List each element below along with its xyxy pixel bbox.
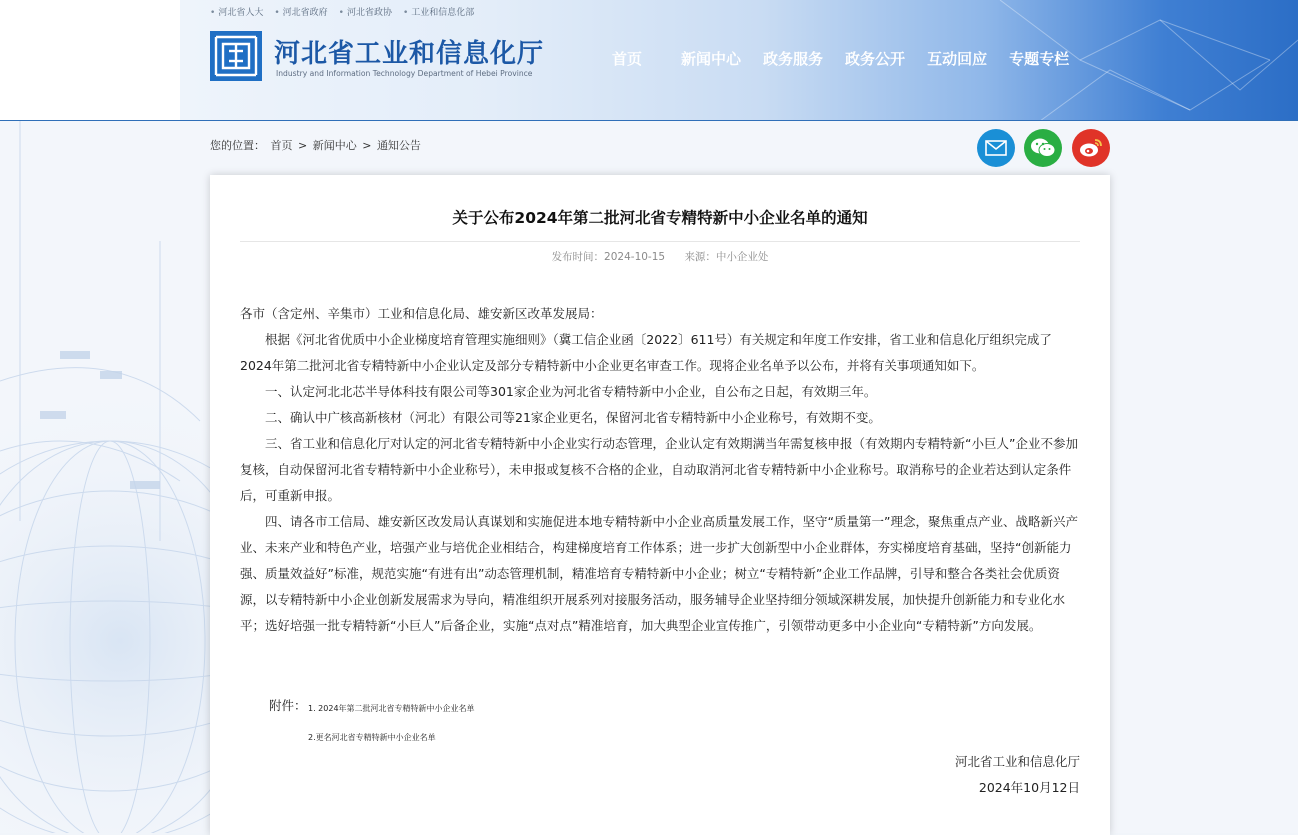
top-link-npc[interactable]: • 河北省人大 (210, 5, 263, 18)
breadcrumb-notices[interactable]: 通知公告 (376, 139, 421, 152)
article-source: 来源：中小企业处 (684, 251, 769, 263)
breadcrumb-prefix: 您的位置： (210, 139, 265, 152)
breadcrumb-home[interactable]: 首页 (270, 139, 293, 152)
top-link-miit[interactable]: • 工业和信息化部 (403, 5, 474, 18)
article-title: 关于公布2024年第二批河北省专精特新中小企业名单的通知 (452, 209, 868, 227)
weibo-share-button[interactable] (1072, 129, 1110, 167)
paragraph-item-2: 二、确认中广核高新核材（河北）有限公司等21家企业更名，保留河北省专精特新中小企业称号，有效期不变。 (265, 410, 881, 425)
wechat-share-button[interactable] (1024, 129, 1062, 167)
article-body (240, 301, 1080, 639)
top-link-government[interactable]: • 河北省政府 (274, 5, 327, 18)
breadcrumb-separator: > (298, 139, 308, 152)
attachment-link-2[interactable]: 2.更名河北省专精特新中小企业名单 (308, 733, 436, 742)
publish-date: 发布时间：2024-10-15 (551, 251, 666, 263)
nav-home[interactable]: 首页 (612, 50, 643, 68)
site-header (0, 0, 1298, 121)
top-links (210, 5, 485, 18)
salutation: 各市（含定州、辛集市）工业和信息化局、雄安新区改革发展局： (240, 306, 603, 321)
paragraph-item-1: 一、认定河北北芯半导体科技有限公司等301家企业为河北省专精特新中小企业，自公布之日起，有效期三年。 (265, 384, 877, 399)
email-icon (985, 140, 1007, 156)
attachment-label: 附件： (269, 698, 307, 713)
signature-date: 2024年10月12日 (978, 780, 1080, 795)
nav-government-affairs[interactable]: 政务公开 (845, 50, 906, 68)
paragraph-item-3: 三、省工业和信息化厅对认定的河北省专精特新中小企业实行动态管理，企业认定有效期满当年需复核申报（有效期内专精特新“小巨人”企业不参加复核，自动保留河北省专精特新中小企业称号），未申报或复核不合格的企业，自动取消河北省专精特新中小企业称号。取消称号的企业若达到认定条件后，可重新申报。 (240, 436, 1078, 503)
article-meta (210, 249, 1110, 264)
article-card (210, 175, 1110, 835)
nav-special-topics[interactable]: 专题专栏 (1009, 50, 1070, 68)
paragraph-item-4: 四、请各市工信局、雄安新区改发局认真谋划和实施促进本地专精特新中小企业高质量发展工作，坚守“质量第一”理念，聚焦重点产业、战略新兴产业、未来产业和特色产业，培强产业与培优企业相结合，构建梯度培育工作体系；进一步扩大创新型中小企业群体，夯实梯度培育基础，坚持“创新能力强、质量效益好”标准，规范实施“有进有出”动态管理机制，精准培育专精特新中小企业；树立“专精特新”企业工作品牌，引导和整合各类社会优质资源，以专精特新中小企业创新发展需求为导向，精准组织开展系列对接服务活动，服务辅导企业坚持细分领域深耕发展，加快提升创新能力和专业化水平；选好培强一批专精特新“小巨人”后备企业，实施“点对点”精准培育，加大典型企业宣传推广，引领带动更多中小企业向“专精特新”方向发展。 (240, 514, 1078, 633)
department-logo-icon[interactable] (210, 31, 262, 81)
main-navigation (612, 48, 1069, 69)
top-link-cppcc[interactable]: • 河北省政协 (339, 5, 392, 18)
breadcrumb-news-center[interactable]: 新闻中心 (312, 139, 357, 152)
title-divider (240, 241, 1080, 242)
wechat-icon (1030, 137, 1056, 159)
breadcrumb-separator: > (362, 139, 372, 152)
weibo-icon (1079, 138, 1103, 158)
signature: 河北省工业和信息化厅 (954, 754, 1080, 769)
header-divider (0, 120, 1298, 121)
department-name[interactable]: 河北省工业和信息化厅 (274, 39, 545, 69)
department-name-english: Industry and Information Technology Department of Hebei Province (276, 69, 533, 78)
email-share-button[interactable] (977, 129, 1015, 167)
breadcrumb (210, 137, 423, 153)
nav-interaction[interactable]: 互动回应 (927, 50, 988, 68)
attachment-link-1[interactable]: 1. 2024年第二批河北省专精特新中小企业名单 (308, 704, 475, 713)
nav-news-center[interactable]: 新闻中心 (681, 50, 742, 68)
paragraph-intro: 根据《河北省优质中小企业梯度培育管理实施细则》（冀工信企业函〔2022〕611号）有关规定和年度工作安排，省工业和信息化厅组织完成了2024年第二批河北省专精特新中小企业认定及部分专精特新中小企业更名审查工作。现将企业名单予以公布，并将有关事项通知如下。 (240, 332, 1052, 373)
nav-government-services[interactable]: 政务服务 (763, 50, 824, 68)
